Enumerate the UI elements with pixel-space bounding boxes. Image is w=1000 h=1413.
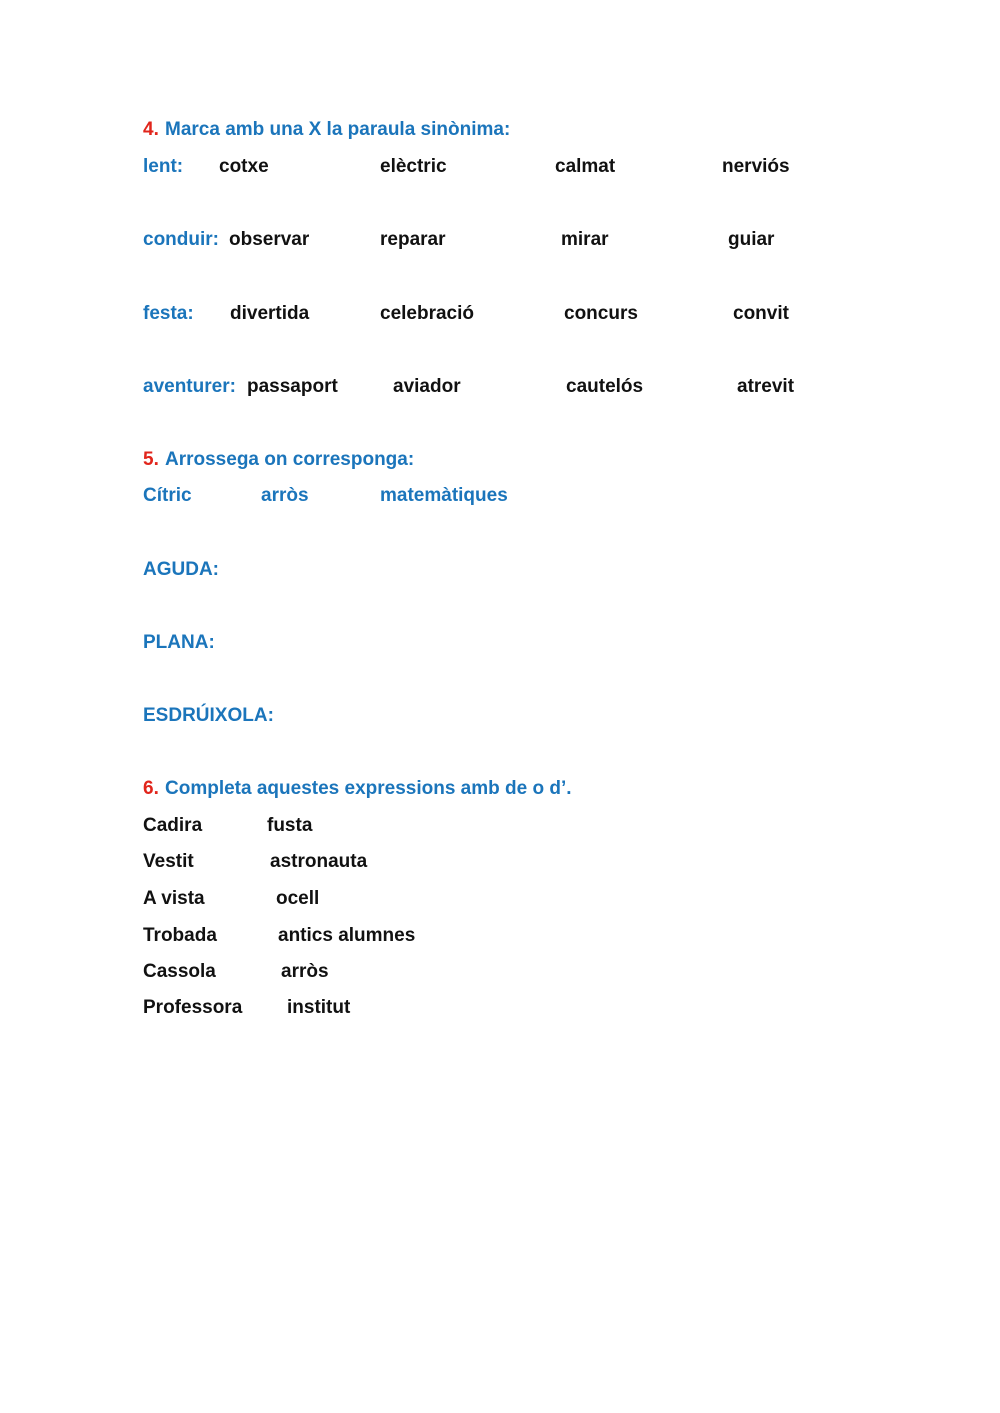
ex6-expression-start: A vista bbox=[143, 888, 205, 909]
ex4-option[interactable]: atrevit bbox=[737, 376, 795, 397]
ex4-option[interactable]: concurs bbox=[564, 303, 638, 324]
ex4-option[interactable]: observar bbox=[229, 229, 310, 250]
ex4-option[interactable]: convit bbox=[733, 303, 789, 324]
ex4-option[interactable]: reparar bbox=[380, 229, 446, 250]
ex5-number: 5. bbox=[143, 449, 159, 470]
ex4-option[interactable]: calmat bbox=[555, 156, 616, 177]
ex5-category-plana: PLANA: bbox=[143, 632, 215, 653]
ex4-option[interactable]: nerviós bbox=[722, 156, 790, 177]
ex4-number: 4. bbox=[143, 119, 159, 140]
ex4-row-label: conduir: bbox=[143, 229, 219, 250]
ex6-expression-end: fusta bbox=[267, 815, 313, 836]
ex6-expression-end: ocell bbox=[276, 888, 320, 909]
ex6-expression-end: arròs bbox=[281, 961, 329, 982]
ex5-title: Arrossega on corresponga: bbox=[165, 449, 415, 470]
ex5-drag-word[interactable]: arròs bbox=[261, 485, 309, 506]
ex4-option[interactable]: mirar bbox=[561, 229, 609, 250]
ex6-expression-start: Cadira bbox=[143, 815, 203, 836]
ex5-category-esdruixola: ESDRÚIXOLA: bbox=[143, 705, 274, 726]
ex6-expression-end: institut bbox=[287, 997, 351, 1018]
ex5-category-aguda: AGUDA: bbox=[143, 559, 219, 580]
ex4-option[interactable]: guiar bbox=[728, 229, 775, 250]
ex4-option[interactable]: cotxe bbox=[219, 156, 269, 177]
ex6-expression-start: Trobada bbox=[143, 925, 217, 946]
ex4-option[interactable]: elèctric bbox=[380, 156, 447, 177]
ex4-row-label: aventurer: bbox=[143, 376, 236, 397]
ex6-expression-end: astronauta bbox=[270, 851, 368, 872]
ex5-drag-word[interactable]: Cítric bbox=[143, 485, 192, 506]
ex6-expression-start: Vestit bbox=[143, 851, 194, 872]
ex4-row-label: lent: bbox=[143, 156, 184, 177]
ex5-drag-word[interactable]: matemàtiques bbox=[380, 485, 508, 506]
ex6-expression-start: Professora bbox=[143, 997, 243, 1018]
ex4-option[interactable]: cautelós bbox=[566, 376, 644, 397]
ex4-option[interactable]: aviador bbox=[393, 376, 461, 397]
ex4-option[interactable]: divertida bbox=[230, 303, 310, 324]
ex6-title: Completa aquestes expressions amb de o d’. bbox=[165, 778, 572, 799]
ex6-expression-end: antics alumnes bbox=[278, 925, 416, 946]
ex4-title: Marca amb una X la paraula sinònima: bbox=[165, 119, 511, 140]
ex6-number: 6. bbox=[143, 778, 159, 799]
ex6-expression-start: Cassola bbox=[143, 961, 216, 982]
ex4-option[interactable]: celebració bbox=[380, 303, 474, 324]
ex4-row-label: festa: bbox=[143, 303, 194, 324]
ex4-option[interactable]: passaport bbox=[247, 376, 338, 397]
